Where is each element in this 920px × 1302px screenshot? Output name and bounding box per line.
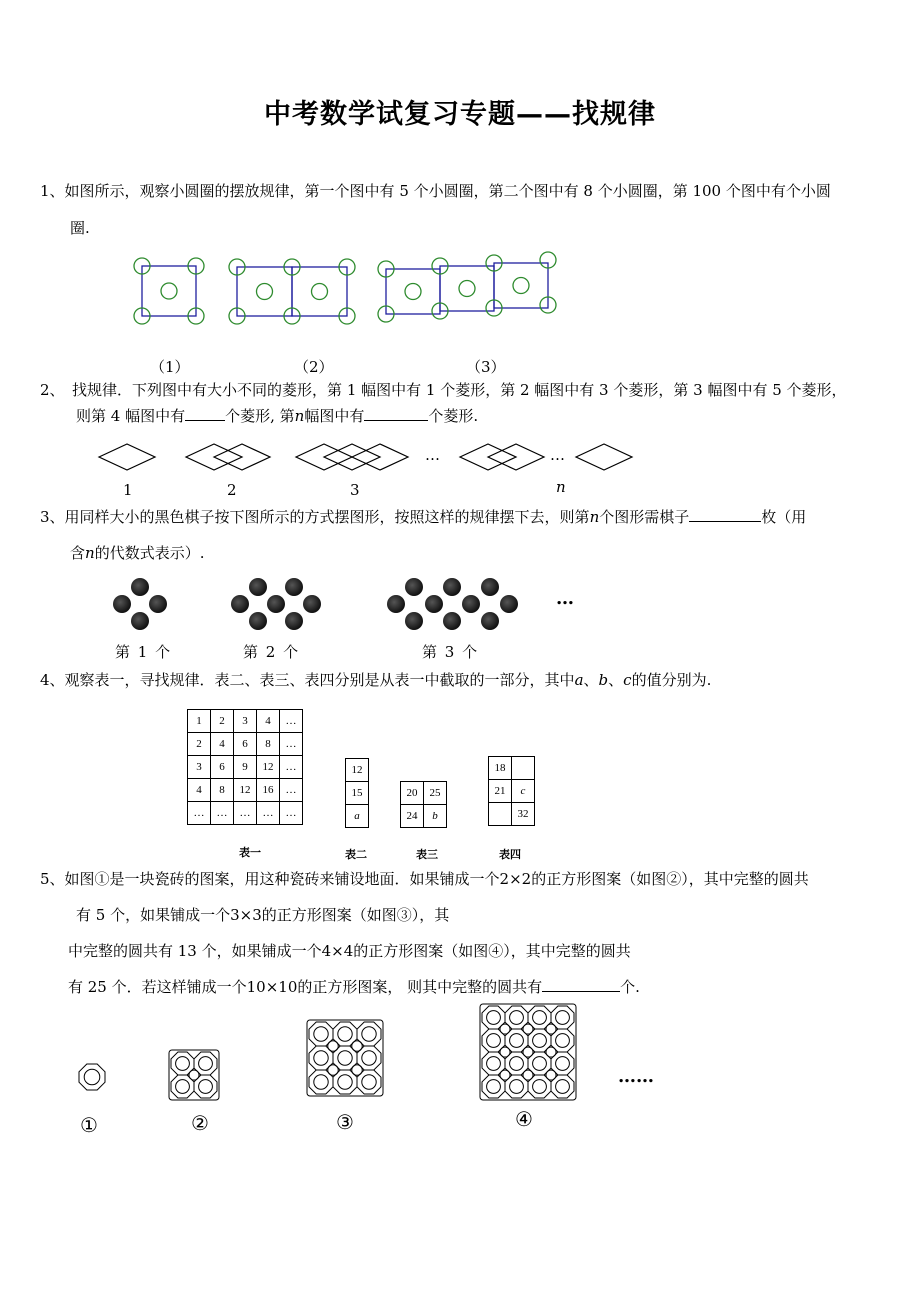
table-cell: 12 — [234, 779, 257, 802]
tile-circle — [189, 1070, 199, 1080]
table-2-caption: 表二 — [345, 848, 367, 861]
q5-label-3: ③ — [336, 1110, 354, 1134]
tile-circle — [556, 1011, 570, 1025]
table-cell: c — [512, 780, 535, 803]
tile-circle — [546, 1024, 556, 1034]
table-cell: … — [280, 733, 303, 756]
table-cell: 32 — [512, 803, 535, 826]
q1-caption-3: （3） — [466, 358, 506, 376]
tile-circle — [500, 1070, 510, 1080]
tile-circle — [338, 1075, 352, 1089]
q1-caption-1: （1） — [150, 358, 190, 376]
tile-circle — [510, 1080, 524, 1094]
table-cell: … — [188, 802, 211, 825]
tile-circle — [556, 1080, 570, 1094]
q4-text: 4、观察表一，寻找规律．表二、表三、表四分别是从表一中截取的一部分，其中a、b、c的值分别为. — [40, 671, 712, 689]
q2-label-2: 2 — [227, 481, 237, 499]
q5-line2: 有 5 个，如果铺成一个3×3的正方形图案（如图③），其 — [76, 906, 450, 924]
q3-label-2: 第 2 个 — [243, 643, 299, 661]
page-title: 中考数学试复习专题——找规律 — [264, 99, 656, 130]
tile-circle — [176, 1080, 190, 1094]
tile-circle — [487, 1080, 501, 1094]
tile-circle — [533, 1011, 547, 1025]
table-cell: 25 — [424, 782, 447, 805]
q5-label-4: ④ — [515, 1107, 533, 1131]
table-4-caption: 表四 — [499, 848, 521, 861]
table-cell: 3 — [234, 710, 257, 733]
tile-circle — [338, 1051, 352, 1065]
tile-circle — [546, 1070, 556, 1080]
q2-ellipsis-2: … — [550, 446, 565, 464]
table-cell: 6 — [211, 756, 234, 779]
tile-circle — [510, 1057, 524, 1071]
tile-circle — [533, 1034, 547, 1048]
table-cell: 12 — [257, 756, 280, 779]
q2-ellipsis-1: … — [425, 446, 440, 464]
tile-circle — [487, 1034, 501, 1048]
tile-circle — [500, 1024, 510, 1034]
table-cell: 12 — [346, 759, 369, 782]
table-cell: … — [234, 802, 257, 825]
tile-circle — [523, 1047, 533, 1057]
table-cell: 6 — [234, 733, 257, 756]
tile-circle — [523, 1024, 533, 1034]
q5-line3: 中完整的圆共有 13 个，如果铺成一个4×4的正方形图案（如图④），其中完整的圆共 — [68, 942, 631, 960]
tile-circle — [510, 1011, 524, 1025]
tile-circle — [362, 1051, 376, 1065]
table-cell: 1 — [188, 710, 211, 733]
table-cell: … — [280, 756, 303, 779]
table-cell: b — [424, 805, 447, 828]
table-cell: 2 — [188, 733, 211, 756]
tile-circle — [556, 1034, 570, 1048]
tile-circle — [328, 1065, 339, 1076]
q3-ellipsis: … — [556, 588, 574, 609]
tile-circle — [510, 1034, 524, 1048]
table-cell: 8 — [211, 779, 234, 802]
q1-text-line2: 圈. — [70, 219, 90, 237]
table-cell: 20 — [401, 782, 424, 805]
tile-circle — [533, 1057, 547, 1071]
table-cell: … — [257, 802, 280, 825]
q1-caption-2: （2） — [294, 358, 334, 376]
q3-label-1: 第 1 个 — [115, 643, 171, 661]
tile-circle — [352, 1041, 363, 1052]
tile-grid-border — [307, 1020, 383, 1096]
tile-circle — [199, 1057, 213, 1071]
q3-label-3: 第 3 个 — [422, 643, 478, 661]
table-cell: a — [346, 805, 369, 828]
tile-circle — [546, 1047, 556, 1057]
table-cell: 2 — [211, 710, 234, 733]
tile-circle — [362, 1027, 376, 1041]
q2-text-line2: 则第 4 幅图中有 个菱形, 第n幅图中有 个菱形. — [76, 407, 479, 425]
table-cell: 3 — [188, 756, 211, 779]
q5-ellipsis: …… — [618, 1066, 654, 1087]
q5-label-1: ① — [80, 1113, 98, 1137]
table-3-caption: 表三 — [416, 848, 438, 861]
tile-circle — [199, 1080, 213, 1094]
tile-circle — [84, 1069, 100, 1085]
table-cell: 16 — [257, 779, 280, 802]
q2-label-1: 1 — [123, 481, 133, 499]
table-cell: 24 — [401, 805, 424, 828]
tile-circle — [314, 1051, 328, 1065]
tile-circle — [352, 1065, 363, 1076]
q5-line4: 有 25 个．若这样铺成一个10×10的正方形图案， 则其中完整的圆共有 个. — [68, 978, 640, 996]
table-cell: 8 — [257, 733, 280, 756]
table-cell: 15 — [346, 782, 369, 805]
table-cell: 4 — [188, 779, 211, 802]
q2-label-3: 3 — [350, 481, 360, 499]
table-cell: 21 — [489, 780, 512, 803]
q1-text-line1: 1、如图所示，观察小圆圈的摆放规律，第一个图中有 5 个小圆圈，第二个图中有 8 个小圆圈，第 100 个图中有个小圆 — [40, 182, 831, 200]
table-cell: 4 — [257, 710, 280, 733]
q5-label-2: ② — [191, 1111, 209, 1135]
tile-grid-border — [169, 1050, 219, 1100]
q2-text-line1: 2、 找规律．下列图中有大小不同的菱形，第 1 幅图中有 1 个菱形，第 2 幅图中有 3 个菱形，第 3 幅图中有 5 个菱形， — [40, 381, 847, 399]
q2-label-n: n — [556, 478, 566, 496]
tile-octagon — [79, 1064, 105, 1090]
tile-circle — [314, 1075, 328, 1089]
table-cell: 18 — [489, 757, 512, 780]
q5-line1: 5、如图①是一块瓷砖的图案，用这种瓷砖来铺设地面．如果铺成一个2×2的正方形图案（如图②），其中完整的圆共 — [40, 870, 809, 888]
table-cell: … — [280, 779, 303, 802]
tile-circle — [328, 1041, 339, 1052]
tile-circle — [176, 1057, 190, 1071]
tile-circle — [362, 1075, 376, 1089]
table-cell: … — [211, 802, 234, 825]
tile-circle — [523, 1070, 533, 1080]
tile-circle — [556, 1057, 570, 1071]
tile-circle — [533, 1080, 547, 1094]
table-cell: 9 — [234, 756, 257, 779]
tile-circle — [500, 1047, 510, 1057]
table-cell: 4 — [211, 733, 234, 756]
table-cell: … — [280, 802, 303, 825]
q3-text-line2: 含n的代数式表示）. — [70, 544, 205, 562]
tile-circle — [314, 1027, 328, 1041]
table-1-caption: 表一 — [239, 846, 261, 859]
q3-text-line1: 3、用同样大小的黑色棋子按下图所示的方式摆图形，按照这样的规律摆下去，则第n个图形需棋子 枚（用 — [40, 508, 807, 526]
table-cell: … — [280, 710, 303, 733]
tile-circle — [487, 1011, 501, 1025]
tile-circle — [487, 1057, 501, 1071]
tile-circle — [338, 1027, 352, 1041]
